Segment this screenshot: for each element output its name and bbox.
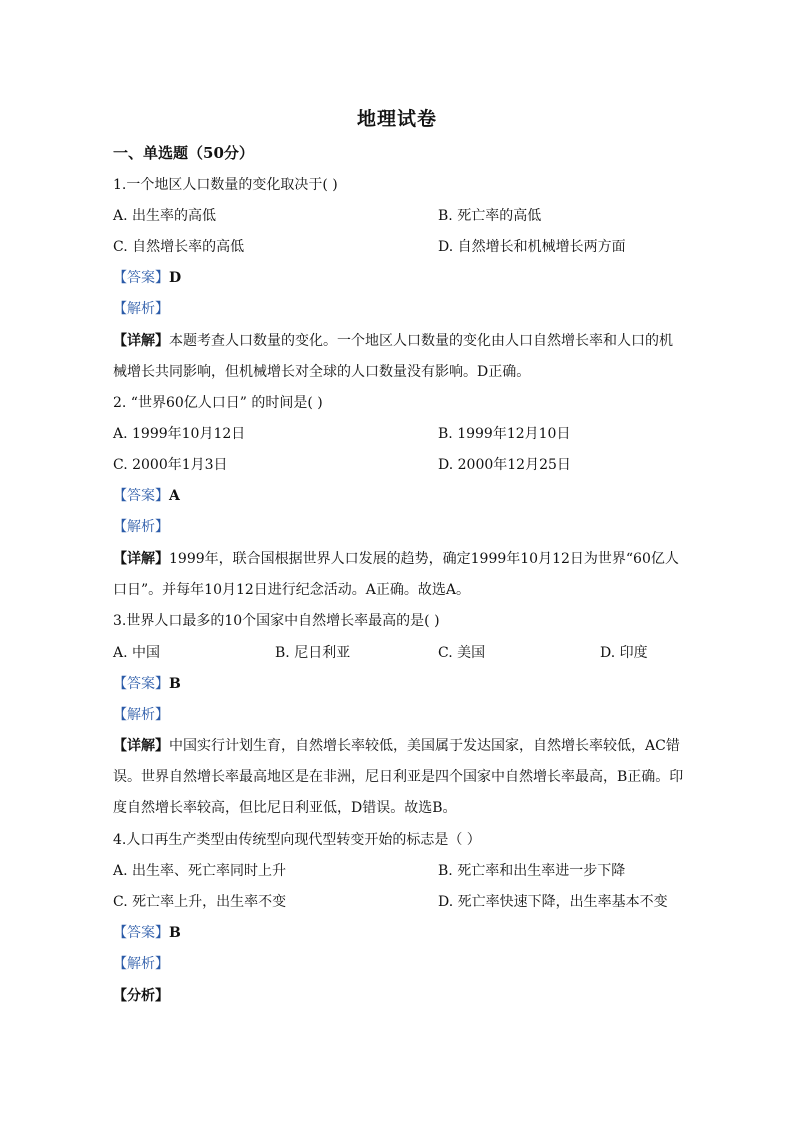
q2-option-c: C. 2000年1月3日 xyxy=(113,457,228,473)
section-heading: 一、单选题（50分） xyxy=(113,144,254,162)
q4-option-d: D. 死亡率快速下降，出生率基本不变 xyxy=(438,894,668,910)
detail-text: 1999年，联合国根据世界人口发展的趋势，确定1999年10月12日为世界“60亿人 xyxy=(169,551,679,567)
answer-value: A xyxy=(169,488,180,504)
q4-analysis-label: 【解析】 xyxy=(113,956,169,972)
q1-option-d: D. 自然增长和机械增长两方面 xyxy=(438,239,626,255)
question-1-stem: 1.一个地区人口数量的变化取决于( ) xyxy=(113,177,338,193)
q4-answer xyxy=(113,923,181,943)
answer-label: 【答案】 xyxy=(113,488,169,504)
detail-label: 【详解】 xyxy=(113,333,169,349)
answer-value: B xyxy=(169,925,181,941)
answer-label: 【答案】 xyxy=(113,676,169,692)
q3-detail-line-1 xyxy=(113,736,680,756)
q2-detail-line-1 xyxy=(113,549,679,569)
q3-option-c: C. 美国 xyxy=(438,645,486,661)
q3-detail-line-3: 度自然增长率较高，但比尼日利亚低，D错误。故选B。 xyxy=(113,800,457,816)
q4-option-c: C. 死亡率上升，出生率不变 xyxy=(113,894,287,910)
q2-option-a: A. 1999年10月12日 xyxy=(113,426,246,442)
q1-option-b: B. 死亡率的高低 xyxy=(438,208,542,224)
q3-analysis-label: 【解析】 xyxy=(113,707,169,723)
q4-option-b: B. 死亡率和出生率进一步下降 xyxy=(438,863,626,879)
answer-label: 【答案】 xyxy=(113,925,169,941)
q1-option-c: C. 自然增长率的高低 xyxy=(113,239,245,255)
q3-answer xyxy=(113,674,181,694)
detail-label: 【详解】 xyxy=(113,551,169,567)
q2-analysis-label: 【解析】 xyxy=(113,519,169,535)
q3-option-a: A. 中国 xyxy=(113,645,161,661)
question-4-stem: 4.人口再生产类型由传统型向现代型转变开始的标志是（ ） xyxy=(113,832,481,848)
q1-detail-line-2: 械增长共同影响，但机械增长对全球的人口数量没有影响。D正确。 xyxy=(113,364,531,380)
detail-text: 本题考查人口数量的变化。一个地区人口数量的变化由人口自然增长率和人口的机 xyxy=(169,333,673,349)
q3-option-d: D. 印度 xyxy=(600,645,648,661)
q4-fenxi-label: 【分析】 xyxy=(113,988,169,1004)
answer-value: D xyxy=(169,270,182,286)
question-3-stem: 3.世界人口最多的10个国家中自然增长率最高的是( ) xyxy=(113,613,440,629)
q1-analysis-label: 【解析】 xyxy=(113,301,169,317)
detail-text: 中国实行计划生育，自然增长率较低，美国属于发达国家，自然增长率较低，AC错 xyxy=(169,738,680,754)
q1-option-a: A. 出生率的高低 xyxy=(113,208,217,224)
q4-option-a: A. 出生率、死亡率同时上升 xyxy=(113,863,287,879)
q2-detail-line-2: 口日”。并每年10月12日进行纪念活动。A正确。故选A。 xyxy=(113,582,471,598)
q3-detail-line-2: 误。世界自然增长率最高地区是在非洲，尼日利亚是四个国家中自然增长率最高，B正确。印 xyxy=(113,769,684,785)
answer-value: B xyxy=(169,676,181,692)
question-2-stem: 2. “世界60亿人口日” 的时间是( ) xyxy=(113,395,323,411)
answer-label: 【答案】 xyxy=(113,270,169,286)
q2-option-d: D. 2000年12月25日 xyxy=(438,457,571,473)
q2-option-b: B. 1999年12月10日 xyxy=(438,426,571,442)
q1-detail-line-1 xyxy=(113,331,673,351)
q3-option-b: B. 尼日利亚 xyxy=(275,645,351,661)
page-title: 地理试卷 xyxy=(356,108,437,130)
q2-answer xyxy=(113,486,180,506)
q1-answer xyxy=(113,268,181,288)
detail-label: 【详解】 xyxy=(113,738,169,754)
